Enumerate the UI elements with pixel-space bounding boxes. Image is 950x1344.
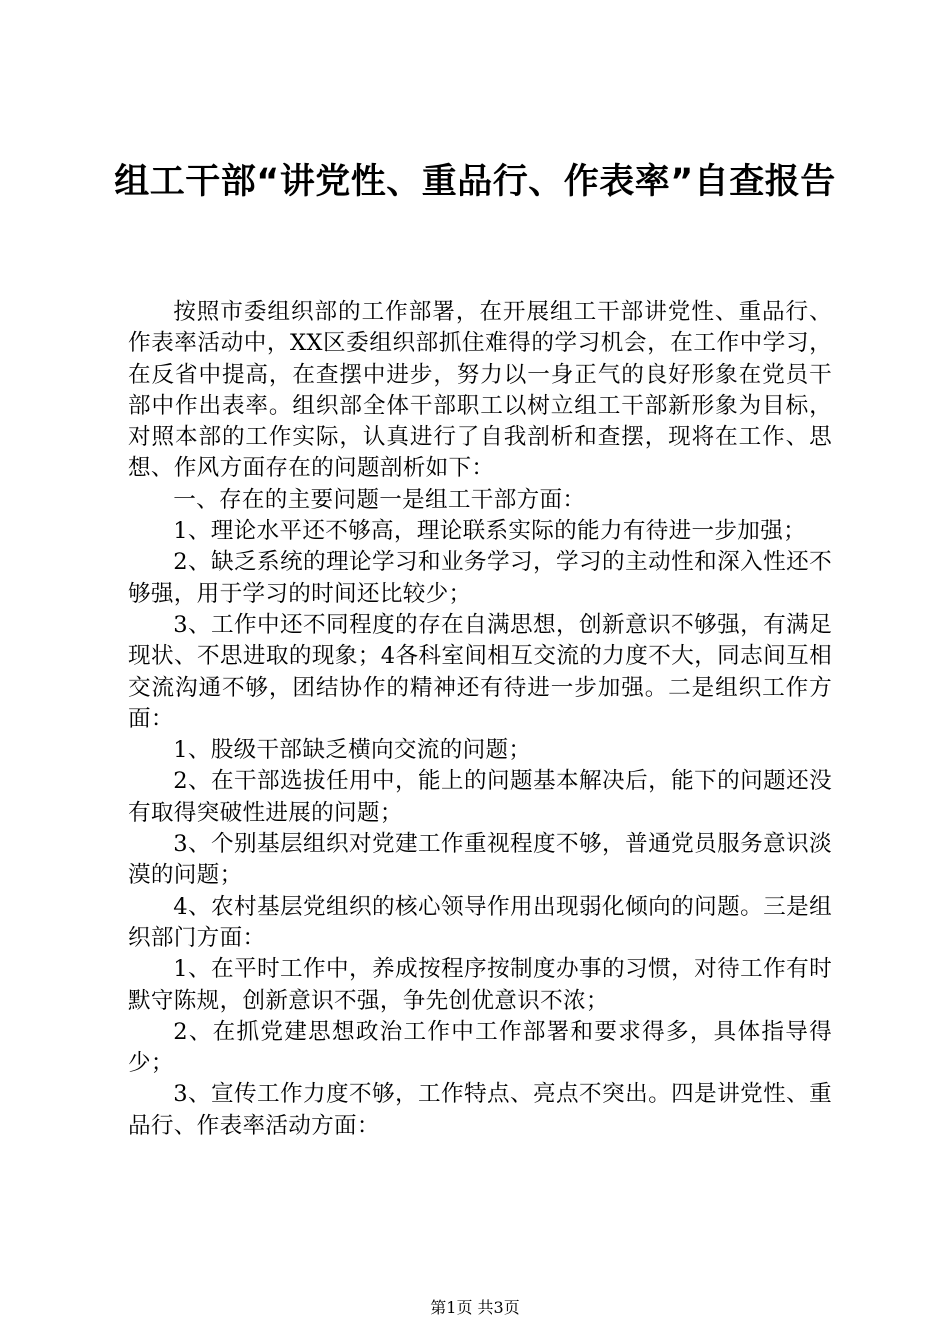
paragraph: 3、个别基层组织对党建工作重视程度不够，普通党员服务意识淡漠的问题； — [128, 831, 832, 889]
paragraph: 3、宣传工作力度不够，工作特点、亮点不突出。四是讲党性、重品行、作表率活动方面： — [128, 1081, 832, 1139]
paragraph: 2、缺乏系统的理论学习和业务学习，学习的主动性和深入性还不够强，用于学习的时间还比较少； — [128, 549, 832, 607]
page-footer: 第1页 共3页 — [430, 1298, 520, 1317]
document-body — [128, 297, 832, 1142]
paragraph: 1、理论水平还不够高，理论联系实际的能力有待进一步加强； — [173, 518, 806, 545]
document-title: 组工干部“讲党性、重品行、作表率”自查报告 — [114, 162, 836, 202]
paragraph: 1、股级干部缺乏横向交流的问题； — [173, 737, 532, 764]
paragraph: 按照市委组织部的工作部署，在开展组工干部讲党性、重品行、作表率活动中，XX区委组织部抓住难得的学习机会，在工作中学习，在反省中提高，在查摆中进步，努力以一身正气的良好形象在党员干部中作出表率。组织部全体干部职工以树立组工干部新形象为目标，对照本部的工作实际，认真进行了自我剖析和查摆，现将在工作、思想、作风方面存在的问题剖析如下： — [128, 299, 832, 482]
paragraph: 一、存在的主要问题一是组工干部方面： — [173, 486, 586, 513]
paragraph: 1、在平时工作中，养成按程序按制度办事的习惯，对待工作有时默守陈规，创新意识不强，争先创优意识不浓； — [128, 956, 832, 1014]
paragraph: 2、在抓党建思想政治工作中工作部署和要求得多，具体指导得少； — [128, 1018, 832, 1077]
paragraph: 3、工作中还不同程度的存在自满思想，创新意识不够强，有满足现状、不思进取的现象；4各科室间相互交流的力度不大，同志间互相交流沟通不够，团结协作的精神还有待进一步加强。二是组织工作方面： — [128, 611, 832, 732]
paragraph: 2、在干部选拔任用中，能上的问题基本解决后，能下的问题还没有取得突破性进展的问题； — [128, 768, 832, 826]
paragraph: 4、农村基层党组织的核心领导作用出现弱化倾向的问题。三是组织部门方面： — [128, 893, 832, 951]
